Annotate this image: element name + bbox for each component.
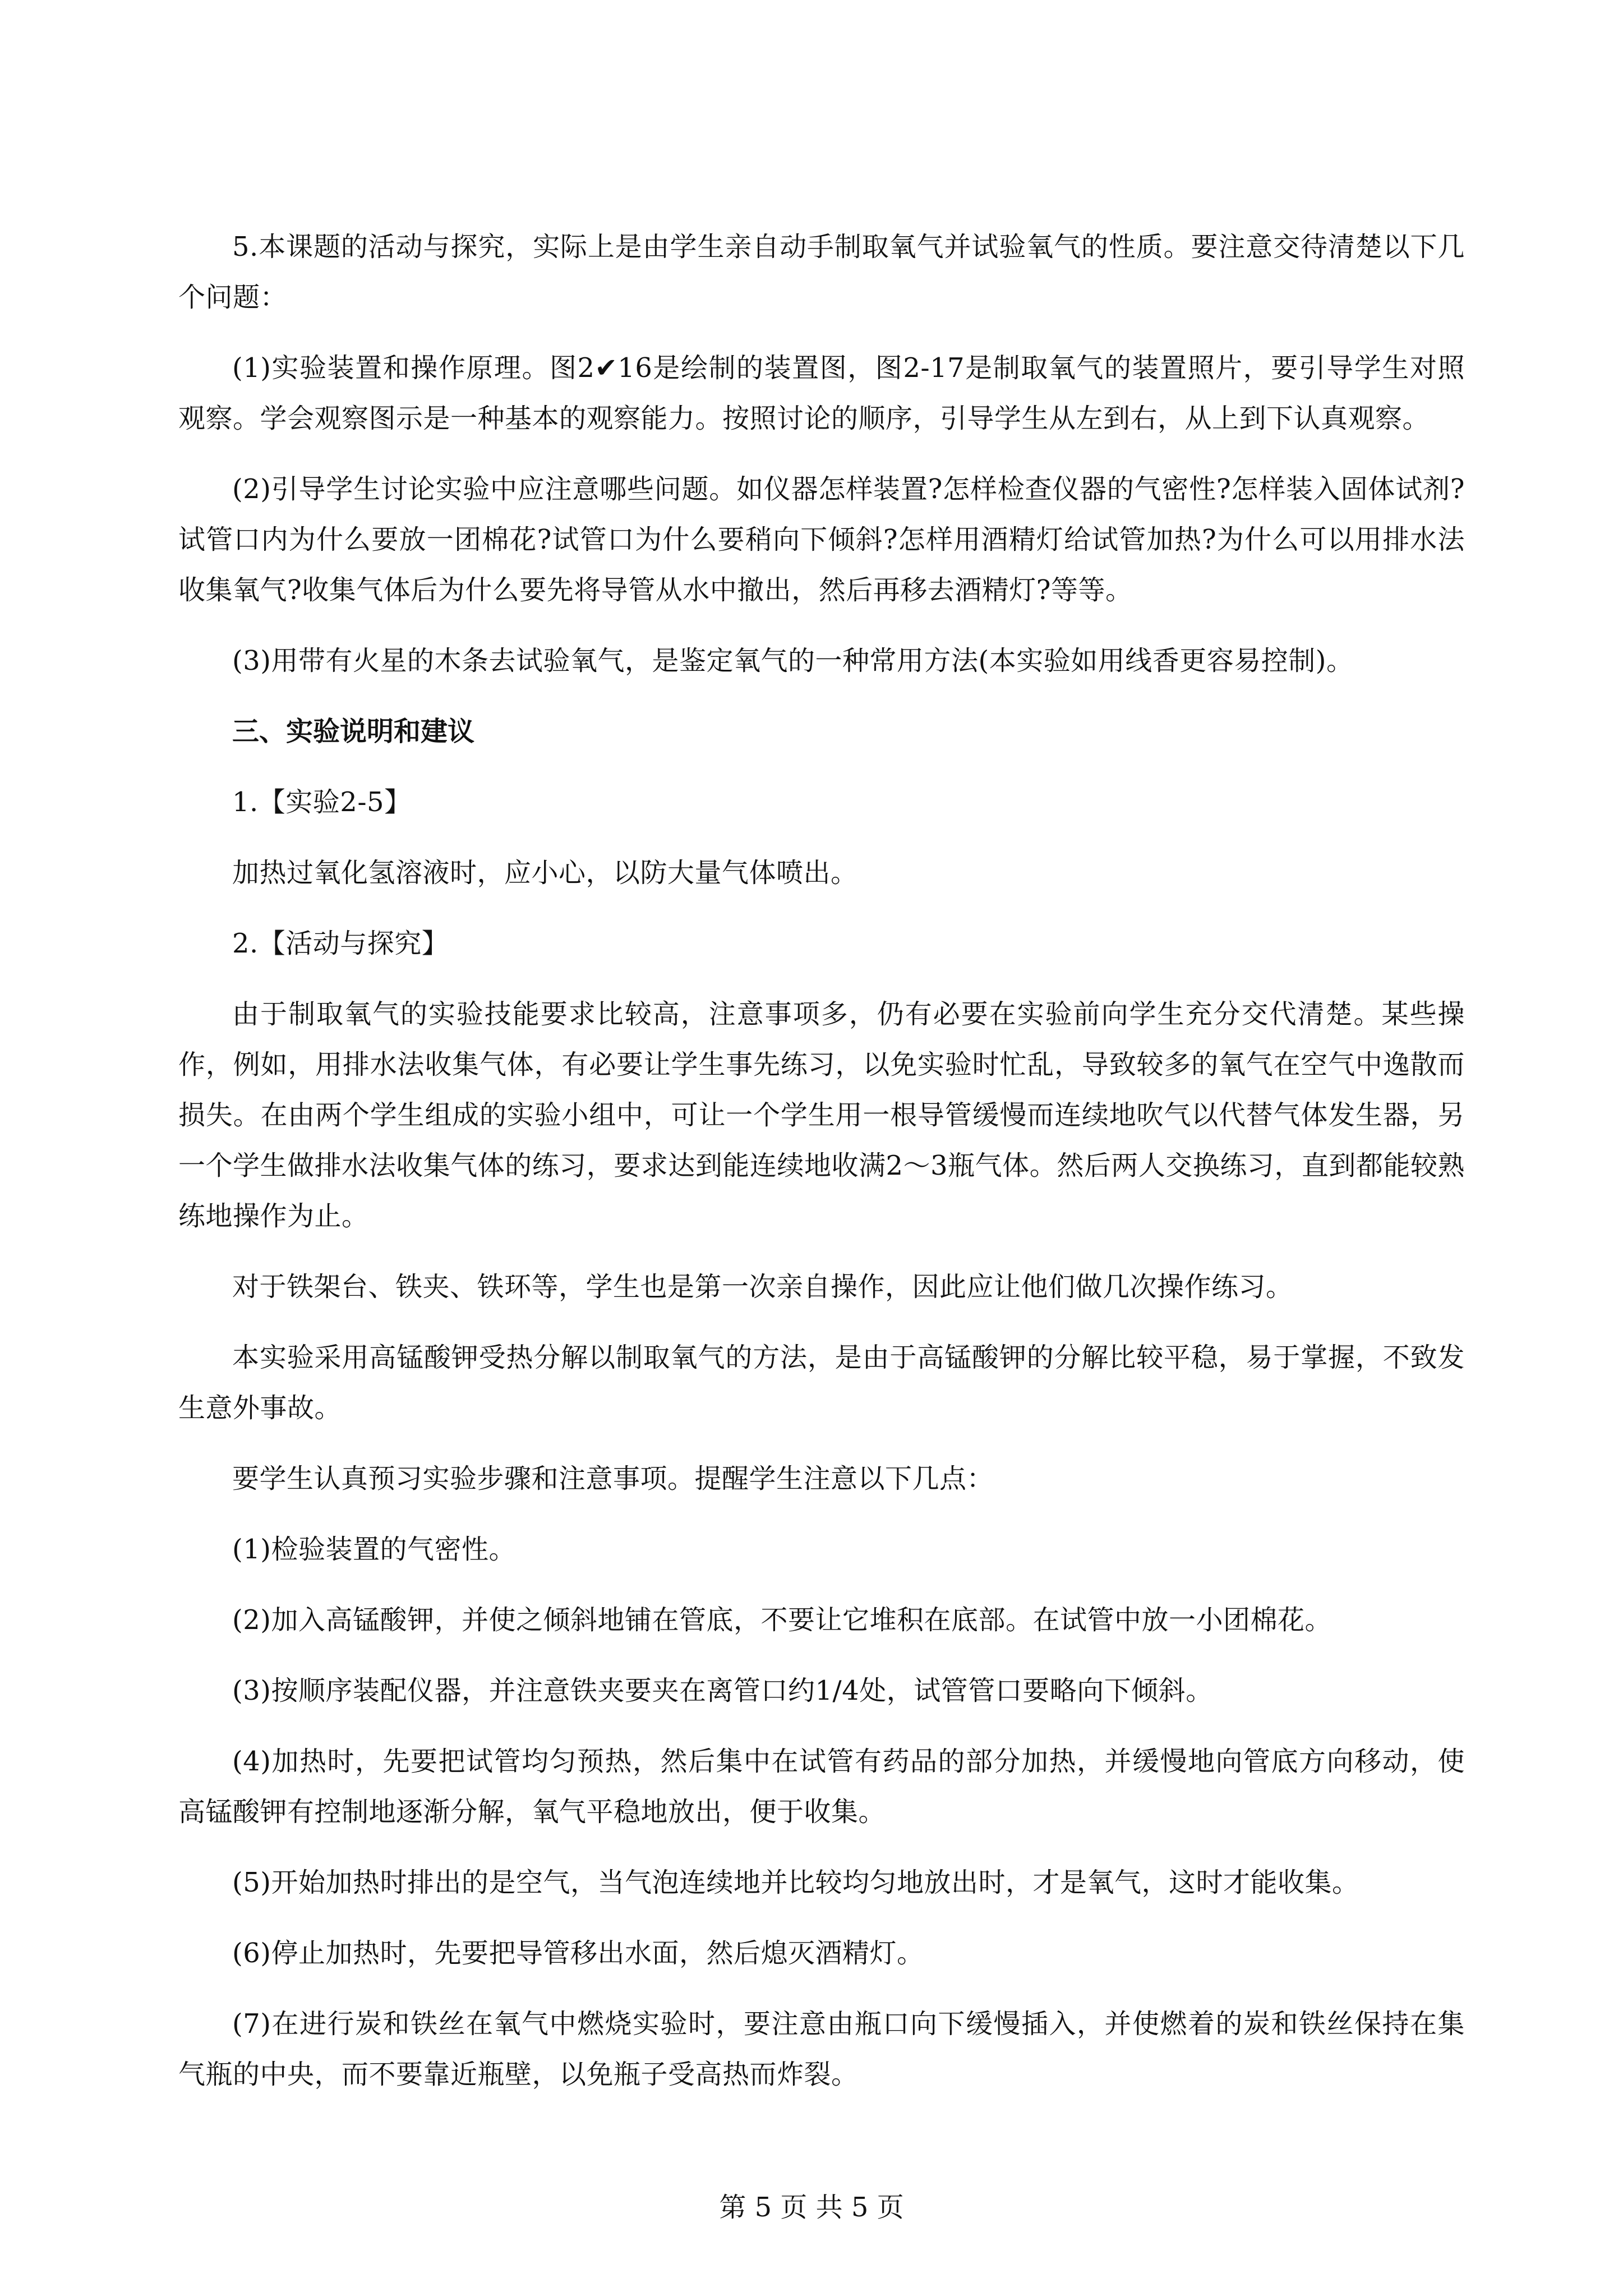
paragraph-5-item-2: (2)引导学生讨论实验中应注意哪些问题。如仪器怎样装置?怎样检查仪器的气密性?怎样装入固体试剂?试管口内为什么要放一团棉花?试管口为什么要稍向下倾斜?怎样用酒精灯给试管加热?为什么可以用排水法收集氧气?收集气体后为什么要先将导管从水中撤出，然后再移去酒精灯?等等。	[178, 473, 1465, 606]
page-number: 第 5 页 共 5 页	[719, 2192, 904, 2223]
tip-item-1: (1)检验装置的气密性。	[232, 1534, 516, 1565]
paragraph-5-item-1: (1)实验装置和操作原理。图2✔16是绘制的装置图，图2-17是制取氧气的装置照片，要引导学生对照观察。学会观察图示是一种基本的观察能力。按照讨论的顺序，引导学生从左到右，从上到下认真观察。	[178, 352, 1465, 434]
tip-item-3: (3)按顺序装配仪器，并注意铁夹要夹在离管口约1/4处，试管管口要略向下倾斜。	[232, 1675, 1213, 1706]
section-heading: 三、实验说明和建议	[232, 716, 475, 747]
tip-item-2: (2)加入高锰酸钾，并使之倾斜地铺在管底，不要让它堆积在底部。在试管中放一小团棉花。	[232, 1604, 1332, 1636]
tip-item-6: (6)停止加热时，先要把导管移出水面，然后熄灭酒精灯。	[232, 1938, 924, 1969]
activity-paragraph-3: 本实验采用高锰酸钾受热分解以制取氧气的方法，是由于高锰酸钾的分解比较平稳，易于掌握，不致发生意外事故。	[178, 1342, 1465, 1424]
paragraph-5-intro: 5.本课题的活动与探究，实际上是由学生亲自动手制取氧气并试验氧气的性质。要注意交待清楚以下几个问题：	[178, 231, 1465, 313]
experiment-2-5-title: 1.【实验2-5】	[232, 786, 412, 818]
page-footer	[0, 2188, 1623, 2227]
experiment-2-5-note: 加热过氧化氢溶液时，应小心，以防大量气体喷出。	[232, 857, 858, 889]
paragraph-5-item-3: (3)用带有火星的木条去试验氧气，是鉴定氧气的一种常用方法(本实验如用线香更容易控制)。	[232, 645, 1354, 677]
tip-item-7: (7)在进行炭和铁丝在氧气中燃烧实验时，要注意由瓶口向下缓慢插入，并使燃着的炭和铁丝保持在集气瓶的中央，而不要靠近瓶壁，以免瓶子受高热而炸裂。	[178, 2008, 1465, 2090]
activity-paragraph-4: 要学生认真预习实验步骤和注意事项。提醒学生注意以下几点：	[232, 1463, 994, 1494]
document-body	[178, 222, 1465, 2120]
activity-paragraph-2: 对于铁架台、铁夹、铁环等，学生也是第一次亲自操作，因此应让他们做几次操作练习。	[232, 1271, 1293, 1303]
activity-paragraph-1: 由于制取氧气的实验技能要求比较高，注意事项多，仍有必要在实验前向学生充分交代清楚。某些操作，例如，用排水法收集气体，有必要让学生事先练习，以免实验时忙乱，导致较多的氧气在空气中逸散而损失。在由两个学生组成的实验小组中，可让一个学生用一根导管缓慢而连续地吹气以代替气体发生器，另一个学生做排水法收集气体的练习，要求达到能连续地收满2～3瓶气体。然后两人交换练习，直到都能较熟练地操作为止。	[178, 999, 1465, 1232]
tip-item-4: (4)加热时，先要把试管均匀预热，然后集中在试管有药品的部分加热，并缓慢地向管底方向移动，使高锰酸钾有控制地逐渐分解，氧气平稳地放出，便于收集。	[178, 1746, 1465, 1828]
tip-item-5: (5)开始加热时排出的是空气，当气泡连续地并比较均匀地放出时，才是氧气，这时才能收集。	[232, 1867, 1359, 1898]
activity-title: 2.【活动与探究】	[232, 928, 449, 959]
